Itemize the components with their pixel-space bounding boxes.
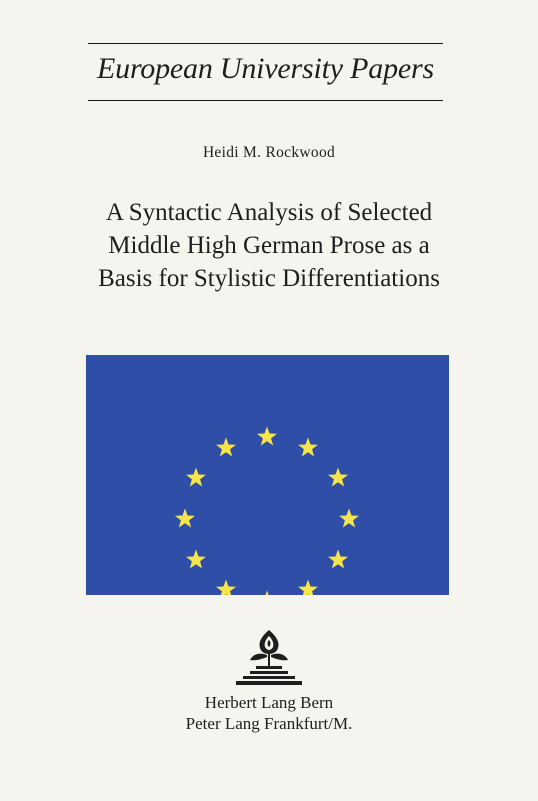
flag-star-9	[186, 550, 206, 569]
flag-star-circle	[86, 355, 449, 595]
series-title: European University Papers	[97, 52, 434, 85]
flag-star-3	[328, 468, 348, 487]
flag-star-11	[186, 468, 206, 487]
publisher-line-2: Peter Lang Frankfurt/M.	[185, 714, 353, 733]
flag-star-8	[216, 580, 236, 595]
flag-star-5	[328, 550, 348, 569]
bottom-rule	[88, 100, 443, 101]
publisher-line-1: Herbert Lang Bern	[204, 693, 334, 712]
title-line-3: Basis for Stylistic Differentiations	[98, 265, 440, 292]
flag-star-10	[175, 509, 195, 528]
publisher-imprint	[0, 692, 538, 734]
european-flag	[86, 355, 449, 595]
flag-star-12	[216, 437, 236, 456]
flag-star-4	[339, 509, 359, 528]
top-rule	[88, 43, 443, 44]
title-line-1: A Syntactic Analysis of Selected	[105, 199, 433, 226]
title-line-2: Middle High German Prose as a	[108, 232, 430, 259]
flag-star-1	[257, 427, 277, 446]
book-title	[0, 196, 538, 295]
lang-publisher-flower-icon	[234, 628, 304, 693]
flag-star-6	[298, 580, 318, 595]
flag-star-7	[257, 591, 277, 596]
author-name: Heidi M. Rockwood	[202, 144, 336, 161]
flag-star-2	[298, 437, 318, 456]
